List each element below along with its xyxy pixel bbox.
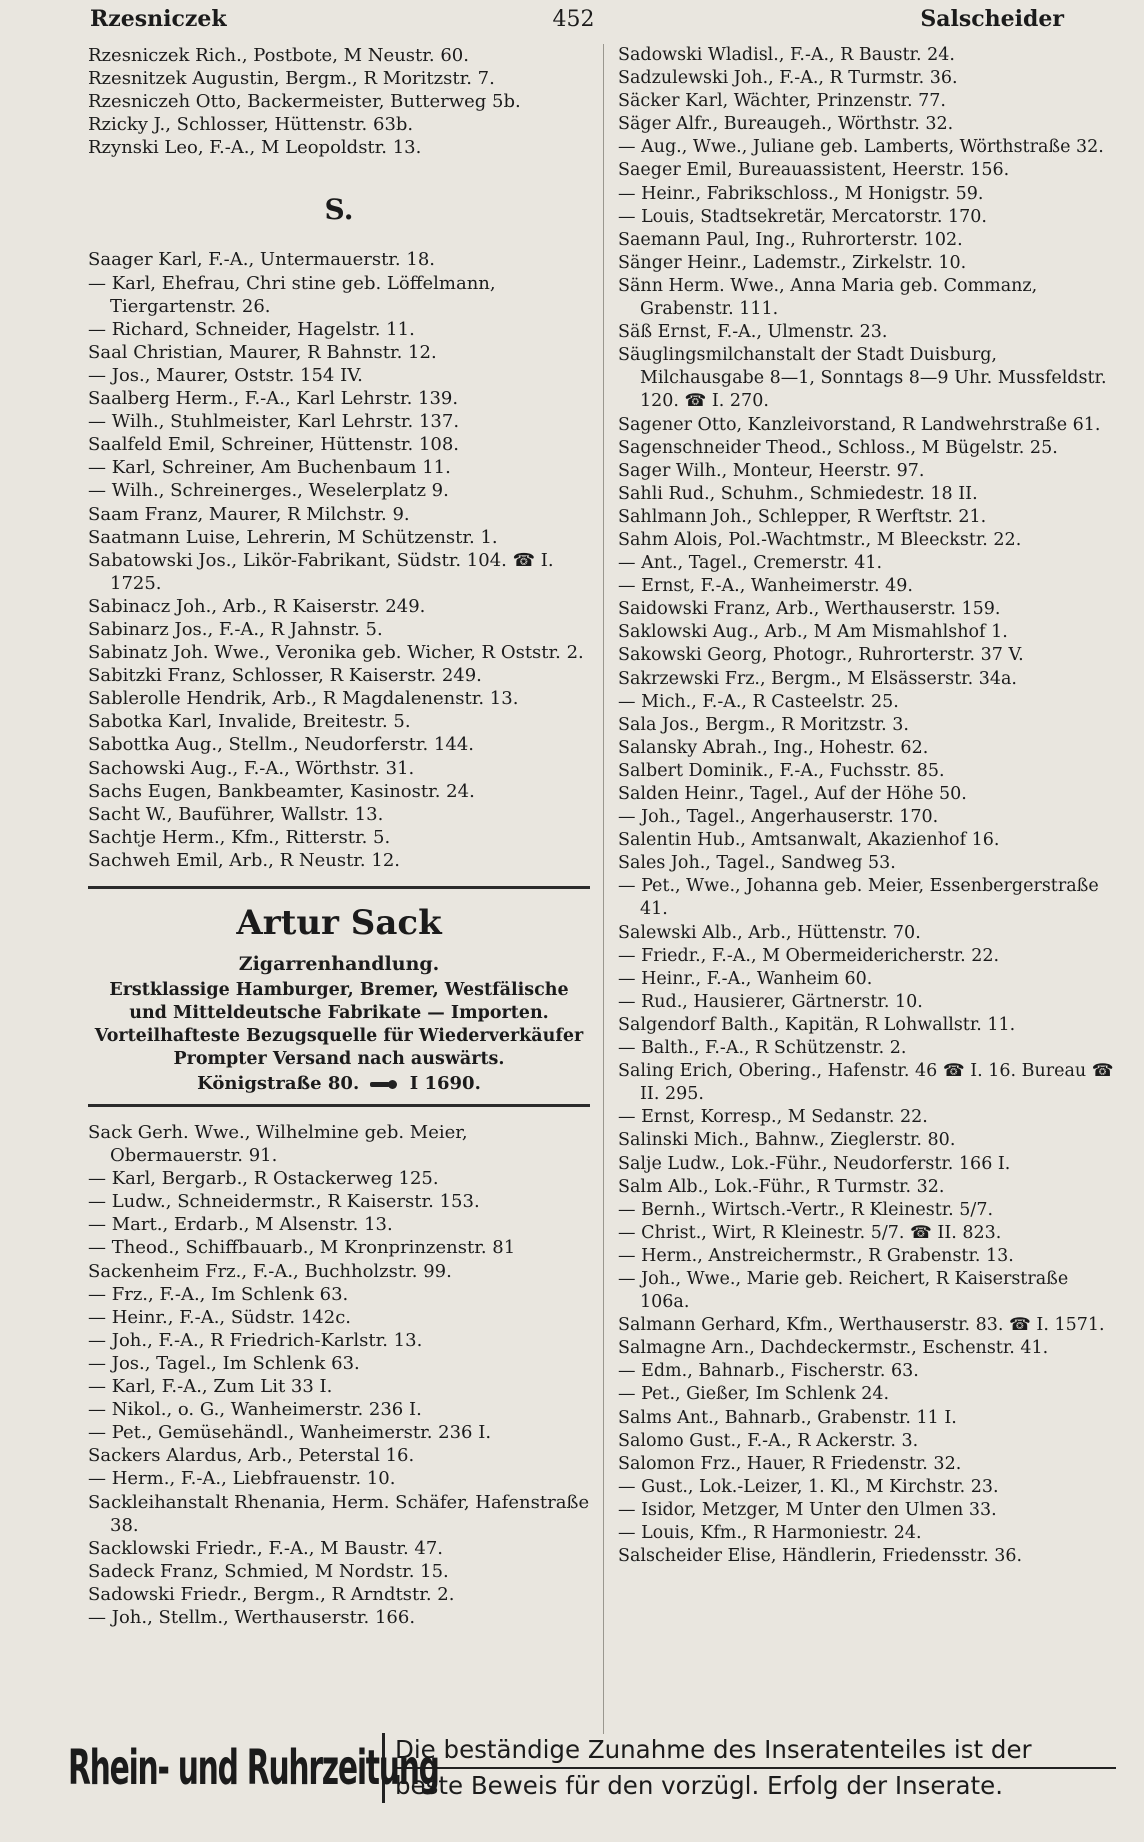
directory-entry: — Joh., Stellm., Werthauserstr. 166.: [88, 1606, 416, 1628]
directory-entry: Sadzulewski Joh., F.-A., R Turmstr. 36.: [618, 68, 958, 89]
directory-entry: — Herm., Anstreichermstr., R Grabenstr. 13.: [618, 1245, 1014, 1266]
directory-entry: Sachowski Aug., F.-A., Wörthstr. 31.: [88, 757, 415, 779]
directory-entry: Saling Erich, Obering., Hafenstr. 46 ☎ I. 16. Bureau ☎ II. 295.: [618, 1061, 1114, 1105]
directory-entry: Sacht W., Bauführer, Wallstr. 13.: [88, 803, 384, 825]
left-column: [88, 44, 590, 1629]
directory-entry: — Rud., Hausierer, Gärtnerstr. 10.: [618, 991, 923, 1012]
directory-entry: Säß Ernst, F.-A., Ulmenstr. 23.: [618, 322, 888, 343]
directory-entry: Rzesnitzek Augustin, Bergm., R Moritzstr. 7.: [88, 68, 495, 90]
directory-entry: Sack Gerh. Wwe., Wilhelmine geb. Meier, Obermauerstr. 91.: [88, 1122, 468, 1167]
header-right-keyword: Salscheider: [920, 6, 1064, 32]
slogan-line: Die beständige Zunahme des Inseratenteiles ist der: [395, 1733, 1116, 1769]
directory-entry: — Karl, Bergarb., R Ostackerweg 125.: [88, 1168, 439, 1190]
directory-entry: Salomon Frz., Hauer, R Friedenstr. 32.: [618, 1453, 962, 1474]
directory-entry: — Pet., Wwe., Johanna geb. Meier, Essenbergerstraße 41.: [618, 876, 1099, 920]
telephone-icon: [370, 1080, 398, 1089]
directory-entry: — Joh., F.-A., R Friedrich-Karlstr. 13.: [88, 1329, 423, 1351]
entry-list-top: [88, 44, 590, 159]
directory-entry: Salinski Mich., Bahnw., Zieglerstr. 80.: [618, 1130, 956, 1151]
directory-entry: Sabinacz Joh., Arb., R Kaiserstr. 249.: [88, 595, 426, 617]
directory-entry: Saidowski Franz, Arb., Werthauserstr. 159.: [618, 599, 1001, 620]
directory-entry: Saal Christian, Maurer, R Bahnstr. 12.: [88, 341, 437, 363]
ad-phone: I 1690.: [409, 1073, 481, 1094]
directory-entry: — Heinr., Fabrikschloss., M Honigstr. 59.: [618, 183, 984, 204]
directory-entry: — Ernst, Korresp., M Sedanstr. 22.: [618, 1107, 928, 1128]
directory-entry: Salbert Dominik., F.-A., Fuchsstr. 85.: [618, 760, 945, 781]
directory-entry: Sabinatz Joh. Wwe., Veronika geb. Wicher, R Oststr. 2.: [88, 642, 584, 664]
entry-list-s: [88, 248, 590, 872]
directory-entry: — Louis, Kfm., R Harmoniestr. 24.: [618, 1523, 922, 1543]
directory-entry: — Friedr., F.-A., M Obermeidericherstr. 22.: [618, 945, 1000, 966]
directory-entry: — Mart., Erdarb., M Alsenstr. 13.: [88, 1214, 393, 1236]
directory-entry: Sänn Herm. Wwe., Anna Maria geb. Commanz, Grabenstr. 111.: [618, 275, 1038, 320]
directory-entry: — Karl, Schreiner, Am Buchenbaum 11.: [88, 457, 451, 479]
directory-entry: — Joh., Tagel., Angerhauserstr. 170.: [618, 807, 939, 828]
directory-entry: Sager Wilh., Monteur, Heerstr. 97.: [618, 460, 925, 481]
directory-entry: Sahlmann Joh., Schlepper, R Werftstr. 21.: [618, 506, 987, 527]
ad-line: Prompter Versand nach auswärts.: [173, 1049, 505, 1069]
directory-entry: — Jos., Tagel., Im Schlenk 63.: [88, 1352, 360, 1374]
running-header: [90, 4, 1064, 34]
directory-entry: — Herm., F.-A., Liebfrauenstr. 10.: [88, 1468, 396, 1490]
directory-entry: Rzesniczek Rich., Postbote, M Neustr. 60.: [88, 45, 469, 66]
directory-entry: — Richard, Schneider, Hagelstr. 11.: [88, 318, 415, 340]
directory-entry: Sadowski Wladisl., F.-A., R Baustr. 24.: [618, 45, 955, 65]
directory-entry: — Joh., Wwe., Marie geb. Reichert, R Kaiserstraße 106a.: [618, 1268, 1069, 1313]
entry-list-right: [618, 44, 1118, 1568]
directory-entry: Sackenheim Frz., F.-A., Buchholzstr. 99.: [88, 1260, 452, 1282]
directory-entry: Sakowski Georg, Photogr., Ruhrorterstr. 37 V.: [618, 645, 1024, 666]
column-divider: [603, 44, 604, 1734]
directory-entry: Salm Alb., Lok.-Führ., R Turmstr. 32.: [618, 1176, 945, 1197]
directory-entry: Sackleihanstalt Rhenania, Herm. Schäfer, Hafenstraße 38.: [88, 1491, 590, 1536]
directory-entry: — Ant., Tagel., Cremerstr. 41.: [618, 553, 883, 574]
directory-entry: Sabatowski Jos., Likör-Fabrikant, Südstr. 104. ☎ I. 1725.: [88, 549, 554, 594]
directory-entry: Salentin Hub., Amtsanwalt, Akazienhof 16.: [618, 830, 1000, 851]
directory-entry: Sakrzewski Frz., Bergm., M Elsässerstr. 34a.: [618, 668, 1017, 689]
directory-entry: Salmagne Arn., Dachdeckermstr., Eschenstr. 41.: [618, 1338, 1049, 1359]
directory-entry: Salje Ludw., Lok.-Führ., Neudorferstr. 166 I.: [618, 1153, 1011, 1174]
directory-entry: — Karl, F.-A., Zum Lit 33 I.: [88, 1376, 333, 1398]
directory-entry: — Heinr., F.-A., Südstr. 142c.: [88, 1306, 352, 1328]
directory-entry: — Ernst, F.-A., Wanheimerstr. 49.: [618, 576, 913, 597]
directory-entry: Saalfeld Emil, Schreiner, Hüttenstr. 108.: [88, 434, 459, 456]
directory-entry: Säger Alfr., Bureaugeh., Wörthstr. 32.: [618, 114, 954, 135]
directory-entry: Sänger Heinr., Lademstr., Zirkelstr. 10.: [618, 252, 967, 273]
directory-entry: Salansky Abrah., Ing., Hohestr. 62.: [618, 737, 929, 758]
footer-advertisement: [68, 1724, 1116, 1812]
ad-line: Vorteilhafteste Bezugsquelle für Wiederverkäufer: [94, 1026, 584, 1046]
directory-entry: — Wilh., Stuhlmeister, Karl Lehrstr. 137.: [88, 411, 460, 433]
directory-entry: Sadowski Friedr., Bergm., R Arndtstr. 2.: [88, 1583, 455, 1605]
directory-entry: Rzicky J., Schlosser, Hüttenstr. 63b.: [88, 114, 414, 136]
directory-entry: — Aug., Wwe., Juliane geb. Lamberts, Wörthstraße 32.: [618, 137, 1104, 158]
ad-contact: [88, 1073, 590, 1094]
directory-entry: — Karl, Ehefrau, Chri stine geb. Löffelmann, Tiergartenstr. 26.: [88, 272, 496, 317]
directory-entry: — Balth., F.-A., R Schützenstr. 2.: [618, 1038, 907, 1059]
directory-entry: Rzesniczeh Otto, Backermeister, Butterweg 5b.: [88, 91, 521, 113]
directory-entry: Saemann Paul, Ing., Ruhrorterstr. 102.: [618, 229, 963, 250]
directory-entry: — Pet., Gemüsehändl., Wanheimerstr. 236 I.: [88, 1422, 492, 1444]
ad-line: und Mitteldeutsche Fabrikate — Importen.: [129, 1003, 549, 1023]
directory-entry: Saalberg Herm., F.-A., Karl Lehrstr. 139.: [88, 388, 459, 410]
ad-address: Königstraße 80.: [197, 1073, 360, 1094]
directory-entry: Saam Franz, Maurer, R Milchstr. 9.: [88, 503, 410, 525]
directory-entry: — Christ., Wirt, R Kleinestr. 5/7. ☎ II. 823.: [618, 1222, 1002, 1243]
directory-entry: Saeger Emil, Bureauassistent, Heerstr. 156.: [618, 160, 1010, 181]
directory-entry: — Frz., F.-A., Im Schlenk 63.: [88, 1283, 349, 1305]
directory-entry: Saatmann Luise, Lehrerin, M Schützenstr. 1.: [88, 526, 498, 548]
directory-entry: Sahli Rud., Schuhm., Schmiedestr. 18 II.: [618, 483, 978, 504]
advertisement: [88, 886, 590, 1107]
directory-entry: Säuglingsmilchanstalt der Stadt Duisburg, Milchausgabe 8—1, Sonntags 8—9 Uhr. Mussfeldstr. 120. ☎ I. 270.: [618, 345, 1107, 412]
slogan-line: beste Beweis für den vorzügl. Erfolg der Inserate.: [395, 1771, 1003, 1800]
newspaper-brand: Rhein- und Ruhrzeitung: [68, 1740, 439, 1796]
directory-entry: Salmann Gerhard, Kfm., Werthauserstr. 83. ☎ I. 1571.: [618, 1315, 1105, 1336]
directory-entry: Salewski Alb., Arb., Hüttenstr. 70.: [618, 922, 921, 943]
directory-entry: Sales Joh., Tagel., Sandweg 53.: [618, 853, 896, 874]
footer-slogan: [382, 1733, 1116, 1803]
directory-entry: Sala Jos., Bergm., R Moritzstr. 3.: [618, 714, 909, 735]
directory-entry: — Wilh., Schreinerges., Weselerplatz 9.: [88, 480, 449, 502]
right-column: [618, 44, 1118, 1568]
directory-entry: Salms Ant., Bahnarb., Grabenstr. 11 I.: [618, 1407, 957, 1428]
directory-entry: Sabottka Aug., Stellm., Neudorferstr. 144.: [88, 734, 474, 756]
ad-title: Artur Sack: [236, 903, 442, 943]
directory-entry: Sadeck Franz, Schmied, M Nordstr. 15.: [88, 1560, 449, 1582]
directory-entry: — Jos., Maurer, Oststr. 154 IV.: [88, 364, 363, 386]
directory-entry: Sabitzki Franz, Schlosser, R Kaiserstr. 249.: [88, 665, 482, 687]
page-number: 452: [552, 6, 595, 32]
ad-line: Erstklassige Hamburger, Bremer, Westfälische: [109, 980, 569, 1000]
directory-entry: — Isidor, Metzger, M Unter den Ulmen 33.: [618, 1499, 997, 1520]
directory-entry: Sagenschneider Theod., Schloss., M Bügelstr. 25.: [618, 437, 1058, 458]
directory-entry: Saklowski Aug., Arb., M Am Mismahlshof 1.: [618, 622, 1008, 643]
directory-entry: Salden Heinr., Tagel., Auf der Höhe 50.: [618, 784, 967, 804]
directory-entry: — Heinr., F.-A., Wanheim 60.: [618, 968, 873, 989]
directory-entry: Sahm Alois, Pol.-Wachtmstr., M Bleeckstr. 22.: [618, 529, 1022, 550]
directory-entry: Sachtje Herm., Kfm., Ritterstr. 5.: [88, 826, 391, 848]
directory-entry: — Gust., Lok.-Leizer, 1. Kl., M Kirchstr. 23.: [618, 1476, 999, 1497]
directory-entry: Sablerolle Hendrik, Arb., R Magdalenenstr. 13.: [88, 688, 519, 710]
directory-entry: — Louis, Stadtsekretär, Mercatorstr. 170.: [618, 206, 987, 227]
directory-entry: — Bernh., Wirtsch.-Vertr., R Kleinestr. 5/7.: [618, 1199, 994, 1220]
section-letter: S.: [324, 193, 354, 227]
directory-entry: Sagener Otto, Kanzleivorstand, R Landwehrstraße 61.: [618, 414, 1101, 435]
directory-entry: — Mich., F.-A., R Casteelstr. 25.: [618, 691, 899, 712]
directory-entry: — Edm., Bahnarb., Fischerstr. 63.: [618, 1361, 919, 1382]
directory-entry: Sabotka Karl, Invalide, Breitestr. 5.: [88, 711, 411, 733]
header-left-keyword: Rzesniczek: [90, 6, 227, 32]
directory-entry: Sachs Eugen, Bankbeamter, Kasinostr. 24.: [88, 780, 475, 802]
entry-list-bottom: [88, 1121, 590, 1629]
directory-entry: Saager Karl, F.-A., Untermauerstr. 18.: [88, 249, 436, 271]
directory-entry: — Ludw., Schneidermstr., R Kaiserstr. 153.: [88, 1191, 480, 1213]
directory-entry: — Nikol., o. G., Wanheimerstr. 236 I.: [88, 1399, 422, 1421]
directory-entry: — Pet., Gießer, Im Schlenk 24.: [618, 1384, 890, 1405]
directory-entry: Sachweh Emil, Arb., R Neustr. 12.: [88, 849, 401, 871]
directory-entry: — Theod., Schiffbauarb., M Kronprinzenstr. 81: [88, 1237, 516, 1259]
directory-entry: Salgendorf Balth., Kapitän, R Lohwallstr. 11.: [618, 1014, 1016, 1035]
directory-entry: Rzynski Leo, F.-A., M Leopoldstr. 13.: [88, 137, 422, 159]
directory-entry: Salomo Gust., F.-A., R Ackerstr. 3.: [618, 1430, 919, 1451]
directory-entry: Sabinarz Jos., F.-A., R Jahnstr. 5.: [88, 618, 383, 640]
ad-subtitle: Zigarrenhandlung.: [238, 953, 440, 975]
directory-entry: Sacklowski Friedr., F.-A., M Baustr. 47.: [88, 1537, 444, 1559]
directory-entry: Sackers Alardus, Arb., Peterstal 16.: [88, 1445, 415, 1467]
directory-entry: Säcker Karl, Wächter, Prinzenstr. 77.: [618, 91, 946, 112]
directory-entry: Salscheider Elise, Händlerin, Friedensstr. 36.: [618, 1546, 1023, 1567]
